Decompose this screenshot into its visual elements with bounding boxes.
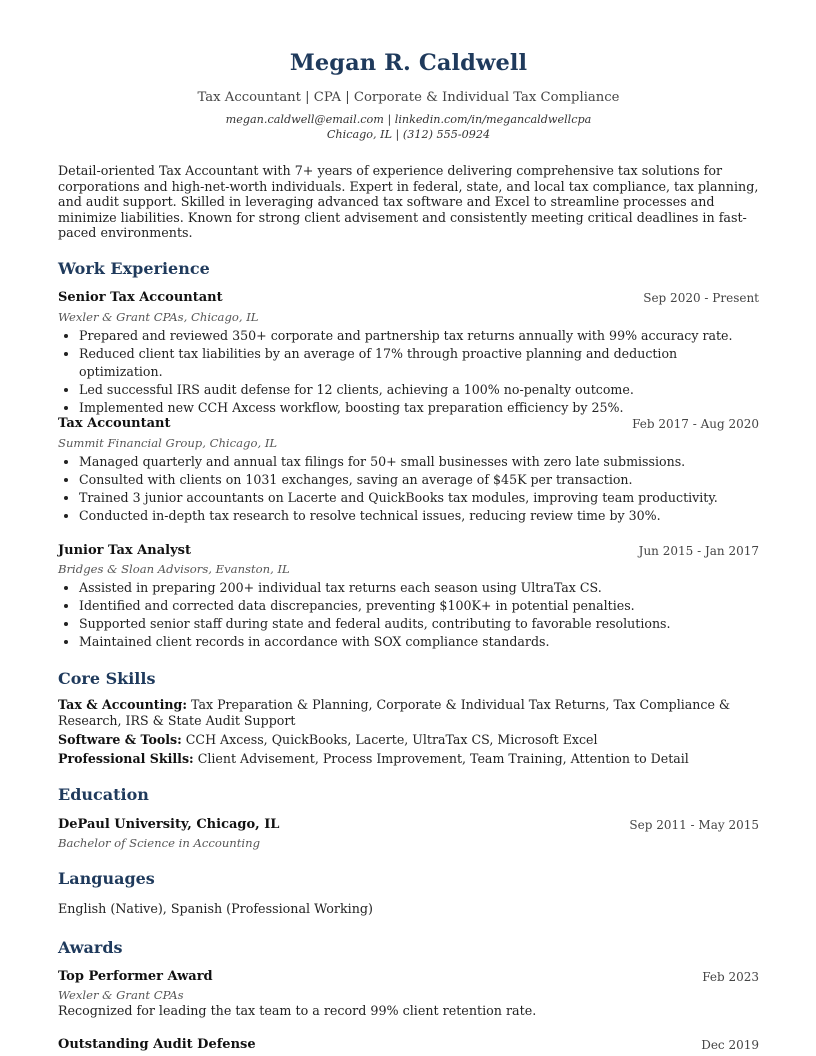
award-description: Recognized for leading the tax team to a record 99% client retention rate. bbox=[58, 1003, 537, 1018]
job-header bbox=[58, 290, 759, 308]
contact-email-linkedin: megan.caldwell@email.com | linkedin.com/in/megancaldwellcpa bbox=[225, 113, 592, 126]
job-header bbox=[58, 543, 759, 561]
education-dates: Sep 2011 - May 2015 bbox=[629, 818, 759, 832]
award-organization: Wexler & Grant CPAs bbox=[58, 988, 184, 1002]
skill-line bbox=[58, 697, 759, 728]
award-date: Feb 2023 bbox=[702, 970, 759, 984]
job-company: Wexler & Grant CPAs, Chicago, IL bbox=[58, 310, 259, 324]
school-name: DePaul University, Chicago, IL bbox=[58, 817, 280, 832]
bullet-item: • Supported senior staff during state and federal audits, contributing to favorable resolutions. bbox=[79, 615, 759, 633]
core-skills-heading: Core Skills bbox=[58, 669, 156, 688]
job-company: Summit Financial Group, Chicago, IL bbox=[58, 436, 278, 450]
job-company: Bridges & Sloan Advisors, Evanston, IL bbox=[58, 562, 290, 576]
bullet-item: • Conducted in-depth tax research to resolve technical issues, reducing review time by 30%. bbox=[79, 507, 759, 525]
candidate-name: Megan R. Caldwell bbox=[289, 50, 528, 76]
bullet-item: • Maintained client records in accordance with SOX compliance standards. bbox=[79, 633, 759, 651]
skill-list: CCH Axcess, QuickBooks, Lacerte, UltraTax CS, Microsoft Excel bbox=[185, 732, 598, 747]
languages-heading: Languages bbox=[58, 869, 155, 888]
award-title: Top Performer Award bbox=[58, 969, 213, 984]
bullet-item: • Identified and corrected data discrepancies, preventing $100K+ in potential penalties. bbox=[79, 597, 759, 615]
degree: Bachelor of Science in Accounting bbox=[58, 836, 261, 850]
skill-category: Professional Skills: bbox=[58, 751, 194, 766]
job-title: Tax Accountant bbox=[58, 416, 171, 431]
awards-heading: Awards bbox=[58, 938, 123, 957]
bullet-item: • Prepared and reviewed 350+ corporate and partnership tax returns annually with 99% accuracy rate. bbox=[79, 327, 759, 345]
job-title: Senior Tax Accountant bbox=[58, 290, 223, 305]
bullet-item: • Led successful IRS audit defense for 12 clients, achieving a 100% no-penalty outcome. bbox=[79, 381, 759, 399]
award-title: Outstanding Audit Defense bbox=[58, 1037, 256, 1052]
bullet-item: • Consulted with clients on 1031 exchanges, saving an average of $45K per transaction. bbox=[79, 471, 759, 489]
skill-line bbox=[58, 751, 759, 767]
job-dates: Feb 2017 - Aug 2020 bbox=[632, 417, 759, 431]
job-bullets bbox=[58, 453, 759, 525]
award-date: Dec 2019 bbox=[701, 1038, 759, 1052]
bullet-item: • Trained 3 junior accountants on Lacerte and QuickBooks tax modules, improving team productivity. bbox=[79, 489, 759, 507]
bullet-item: • Assisted in preparing 200+ individual tax returns each season using UltraTax CS. bbox=[79, 579, 759, 597]
award-header bbox=[58, 1037, 759, 1055]
job-dates: Jun 2015 - Jan 2017 bbox=[638, 544, 759, 558]
skill-list: Client Advisement, Process Improvement, Team Training, Attention to Detail bbox=[197, 751, 689, 766]
job-bullets bbox=[58, 327, 759, 417]
work-experience-heading: Work Experience bbox=[58, 259, 210, 278]
job-dates: Sep 2020 - Present bbox=[643, 291, 759, 305]
contact-location-phone: Chicago, IL | (312) 555-0924 bbox=[326, 128, 491, 141]
skill-list: Tax Preparation & Planning, Corporate & Individual Tax Returns, Tax Compliance & Research, IRS & State Audit Support bbox=[58, 697, 731, 728]
skill-category: Software & Tools: bbox=[58, 732, 182, 747]
job-title: Junior Tax Analyst bbox=[58, 543, 191, 558]
job-bullets bbox=[58, 579, 759, 651]
professional-headline: Tax Accountant | CPA | Corporate & Individual Tax Compliance bbox=[197, 90, 620, 105]
bullet-item: • Implemented new CCH Axcess workflow, boosting tax preparation efficiency by 25%. bbox=[79, 399, 759, 417]
education-header bbox=[58, 817, 759, 835]
skill-line bbox=[58, 732, 759, 748]
job-header bbox=[58, 416, 759, 434]
education-heading: Education bbox=[58, 785, 149, 804]
languages-list: English (Native), Spanish (Professional Working) bbox=[58, 901, 373, 916]
skill-category: Tax & Accounting: bbox=[58, 697, 188, 712]
professional-summary: Detail-oriented Tax Accountant with 7+ years of experience delivering comprehensive tax solutions for corporations and high-net-worth individuals. Expert in federal, state, and local tax compliance, tax planning, and audit support. Skilled in leveraging advanced tax software and Excel to streamline processes and minimize liabilities. Known for strong client advisement and consistently meeting critical deadlines in fast-paced environments. bbox=[58, 163, 759, 240]
bullet-item: • Reduced client tax liabilities by an average of 17% through proactive planning and deduction optimization. bbox=[79, 345, 759, 381]
bullet-item: • Managed quarterly and annual tax filings for 50+ small businesses with zero late submissions. bbox=[79, 453, 759, 471]
award-header bbox=[58, 969, 759, 987]
